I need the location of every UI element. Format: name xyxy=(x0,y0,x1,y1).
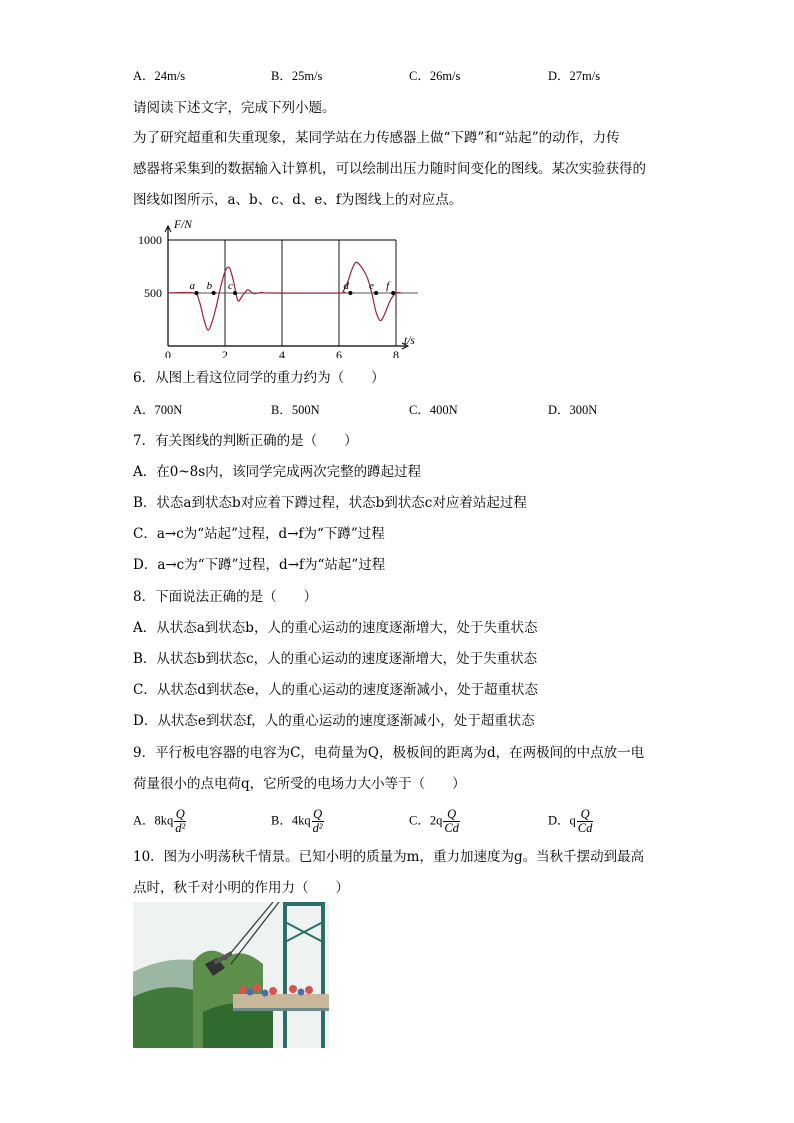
passage-line-2: 感器将采集到的数据输入计算机，可以绘制出压力随时间变化的图线。某次实验获得的 xyxy=(133,161,646,177)
x-tick-label-0: 0 xyxy=(165,348,171,358)
y-tick-label-1000: 1000 xyxy=(138,233,162,247)
q7-option-d: D．a→c为“下蹲”过程，d→f为“站起”过程 xyxy=(133,557,386,573)
q6-option-a: A．700N xyxy=(133,403,183,417)
point-label-b: b xyxy=(206,280,213,292)
q8-option-a: A．从状态a到状态b，人的重心运动的速度逐渐增大，处于失重状态 xyxy=(133,620,538,636)
point-label-e: e xyxy=(369,280,374,292)
chart-series xyxy=(168,262,402,330)
q8-option-d: D．从状态e到状态f，人的重心运动的速度逐渐减小，处于超重状态 xyxy=(133,713,535,729)
q9-stem-line-2: 荷量很小的点电荷q，它所受的电场力大小等于（ ） xyxy=(133,776,466,792)
q6-option-d: D．300N xyxy=(548,403,598,417)
q7-option-c: C．a→c为“站起”过程，d→f为“下蹲”过程 xyxy=(133,526,385,542)
q5-option-d: D．27m/s xyxy=(548,69,601,83)
passage-line-1: 为了研究超重和失重现象，某同学站在力传感器上做“下蹲”和“站起”的动作，力传 xyxy=(133,130,620,146)
q8-option-c: C．从状态d到状态e，人的重心运动的速度逐渐减小，处于超重状态 xyxy=(133,682,538,698)
q9-option-b: B．4kq $\frac{Q}{\text{d²}}$ xyxy=(271,807,323,835)
q5-option-a: A．24m/s xyxy=(133,69,186,83)
passage-line-3: 图线如图所示，a、b、c、d、e、f为图线上的对应点。 xyxy=(133,192,463,208)
force-curve xyxy=(168,262,402,330)
q10-stem-line-2: 点时，秋千对小明的作用力（ ） xyxy=(133,880,349,896)
force-time-chart xyxy=(120,213,430,358)
swing-photo xyxy=(133,902,329,1048)
point-c xyxy=(233,291,237,295)
q9-option-d: D．q $\frac{Q}{Cd}$ xyxy=(548,807,593,835)
passage-intro: 请阅读下述文字，完成下列小题。 xyxy=(133,100,336,116)
q9-option-a: A．8kq $\frac{Q}{\text{d²}}$ xyxy=(133,807,186,835)
point-label-f: f xyxy=(386,280,390,292)
point-label-d: d xyxy=(343,280,349,292)
q8-option-b: B．从状态b到状态c，人的重心运动的速度逐渐增大，处于失重状态 xyxy=(133,651,538,667)
x-tick-label-4: 4 xyxy=(279,348,285,358)
x-tick-label-2: 2 xyxy=(222,348,228,358)
x-axis-label: t/s xyxy=(404,335,415,347)
y-tick-label-500: 500 xyxy=(144,286,162,300)
point-label-a: a xyxy=(189,280,195,292)
q7-option-a: A．在0~8s内，该同学完成两次完整的蹲起过程 xyxy=(133,464,422,480)
x-tick-label-8: 8 xyxy=(393,348,399,358)
q5-option-c: C．26m/s xyxy=(409,69,461,83)
point-label-c: c xyxy=(227,280,233,292)
chart-frame xyxy=(165,226,418,349)
point-b xyxy=(212,291,216,295)
y-axis-label: F/N xyxy=(174,219,192,231)
point-a xyxy=(195,291,199,295)
q10-stem-line-1: 10．图为小明荡秋千情景。已知小明的质量为m，重力加速度为g。当秋千摆动到最高 xyxy=(133,849,645,865)
q9-stem-line-1: 9．平行板电容器的电容为C，电荷量为Q，极板间的距离为d，在两极间的中点放一电 xyxy=(133,745,645,761)
x-tick-label-6: 6 xyxy=(336,348,342,358)
q8-stem: 8．下面说法正确的是（ ） xyxy=(133,589,318,605)
point-e xyxy=(374,291,378,295)
q5-option-b: B．25m/s xyxy=(271,69,323,83)
q6-option-c: C．400N xyxy=(409,403,458,417)
q6-stem: 6．从图上看这位同学的重力约为（ ） xyxy=(133,370,385,386)
point-d xyxy=(348,291,352,295)
q7-stem: 7．有关图线的判断正确的是（ ） xyxy=(133,433,358,449)
q6-option-b: B．500N xyxy=(271,403,320,417)
point-f xyxy=(391,291,395,295)
q7-option-b: B．状态a到状态b对应着下蹲过程，状态b到状态c对应着站起过程 xyxy=(133,495,527,511)
q9-option-c: C．2q $\frac{Q}{Cd}$ xyxy=(409,807,459,835)
